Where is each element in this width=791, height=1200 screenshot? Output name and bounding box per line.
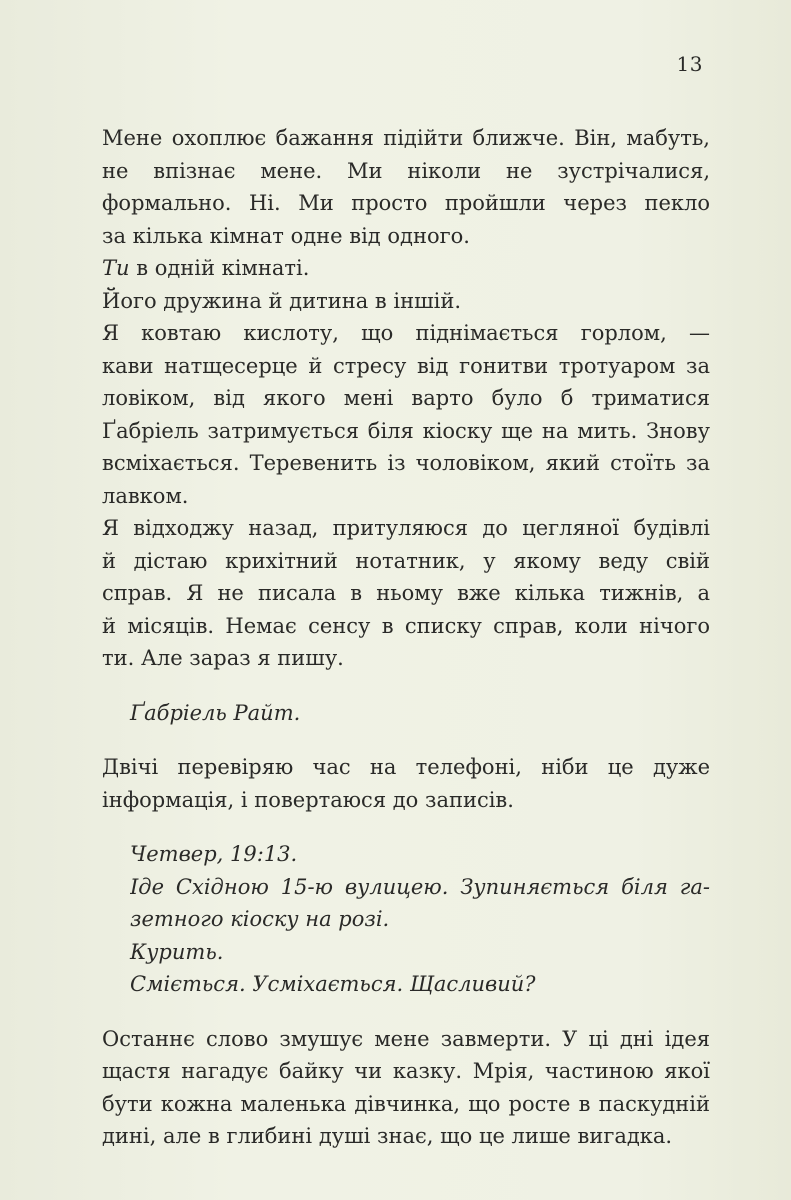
text-line: всміхається. Теревенить із чоловіком, який стоїть за bbox=[102, 451, 710, 475]
text-line: за кілька кімнат одне від одного. bbox=[102, 223, 470, 248]
note-line: Іде Східною 15-ю вулицею. Зупиняється біля га- bbox=[130, 874, 710, 899]
text-line: Останнє слово змушує мене завмерти. У ці дні ідея bbox=[102, 1026, 710, 1051]
text-line: Я ковтаю кислоту, що піднімається горлом, — bbox=[102, 321, 710, 345]
note-line: Курить. bbox=[130, 939, 224, 964]
note-line: Четвер, 19:13. bbox=[130, 842, 298, 866]
text-line bbox=[102, 252, 710, 285]
page-number: 13 bbox=[676, 52, 703, 76]
spacer bbox=[102, 1001, 710, 1023]
text-line: й місяців. Немає сенсу в списку справ, коли нічого bbox=[102, 613, 710, 638]
text-line: ловіком, від якого мені варто було б триматися bbox=[102, 386, 710, 410]
text-line: Його дружина й дитина в іншій. bbox=[102, 288, 462, 313]
text-fragment: в одній кімнаті. bbox=[129, 256, 310, 280]
text-line: Я відходжу назад, притуляюся до цегляної будівлі bbox=[102, 516, 710, 540]
text-line: Ґабріель затримується біля кіоску ще на мить. Знову bbox=[102, 418, 710, 443]
text-line: справ. Я не писала в ньому вже кілька тижнів, а bbox=[102, 581, 710, 605]
text-line: не впізнає мене. Ми ніколи не зустрічалися, bbox=[102, 158, 710, 183]
text-line: лавком. bbox=[102, 483, 189, 508]
spacer bbox=[102, 816, 710, 838]
text-line: кави натщесерце й стресу від гонитви тротуаром за bbox=[102, 353, 710, 378]
text-line: бути кожна маленька дівчинка, що росте в паскудній bbox=[102, 1091, 710, 1116]
spacer bbox=[102, 675, 710, 697]
notebook-entry bbox=[102, 838, 710, 1001]
text-line: ти. Але зараз я пишу. bbox=[102, 646, 344, 670]
emphasis: Ти bbox=[102, 256, 130, 280]
text-line: інформація, і повертаюся до записів. bbox=[102, 787, 514, 812]
text-line: формально. Ні. Ми просто пройшли через пекло bbox=[102, 191, 710, 215]
text-line: щастя нагадує байку чи казку. Мрія, частиною якої bbox=[102, 1059, 710, 1083]
body-text bbox=[102, 122, 710, 1153]
text-line: дині, але в глибині душі знає, що це лише вигадка. bbox=[102, 1124, 673, 1148]
note-line: Сміється. Усміхається. Щасливий? bbox=[130, 972, 536, 996]
note-name: Ґабріель Райт. bbox=[130, 700, 301, 725]
text-line: Мене охоплює бажання підійти ближче. Він, мабуть, bbox=[102, 126, 710, 150]
note-line: зетного кіоску на розі. bbox=[130, 907, 390, 931]
text-line: й дістаю крихітний нотатник, у якому веду свій bbox=[102, 548, 710, 573]
spacer bbox=[102, 729, 710, 751]
text-line: Двічі перевіряю час на телефоні, ніби це дуже bbox=[102, 755, 710, 779]
